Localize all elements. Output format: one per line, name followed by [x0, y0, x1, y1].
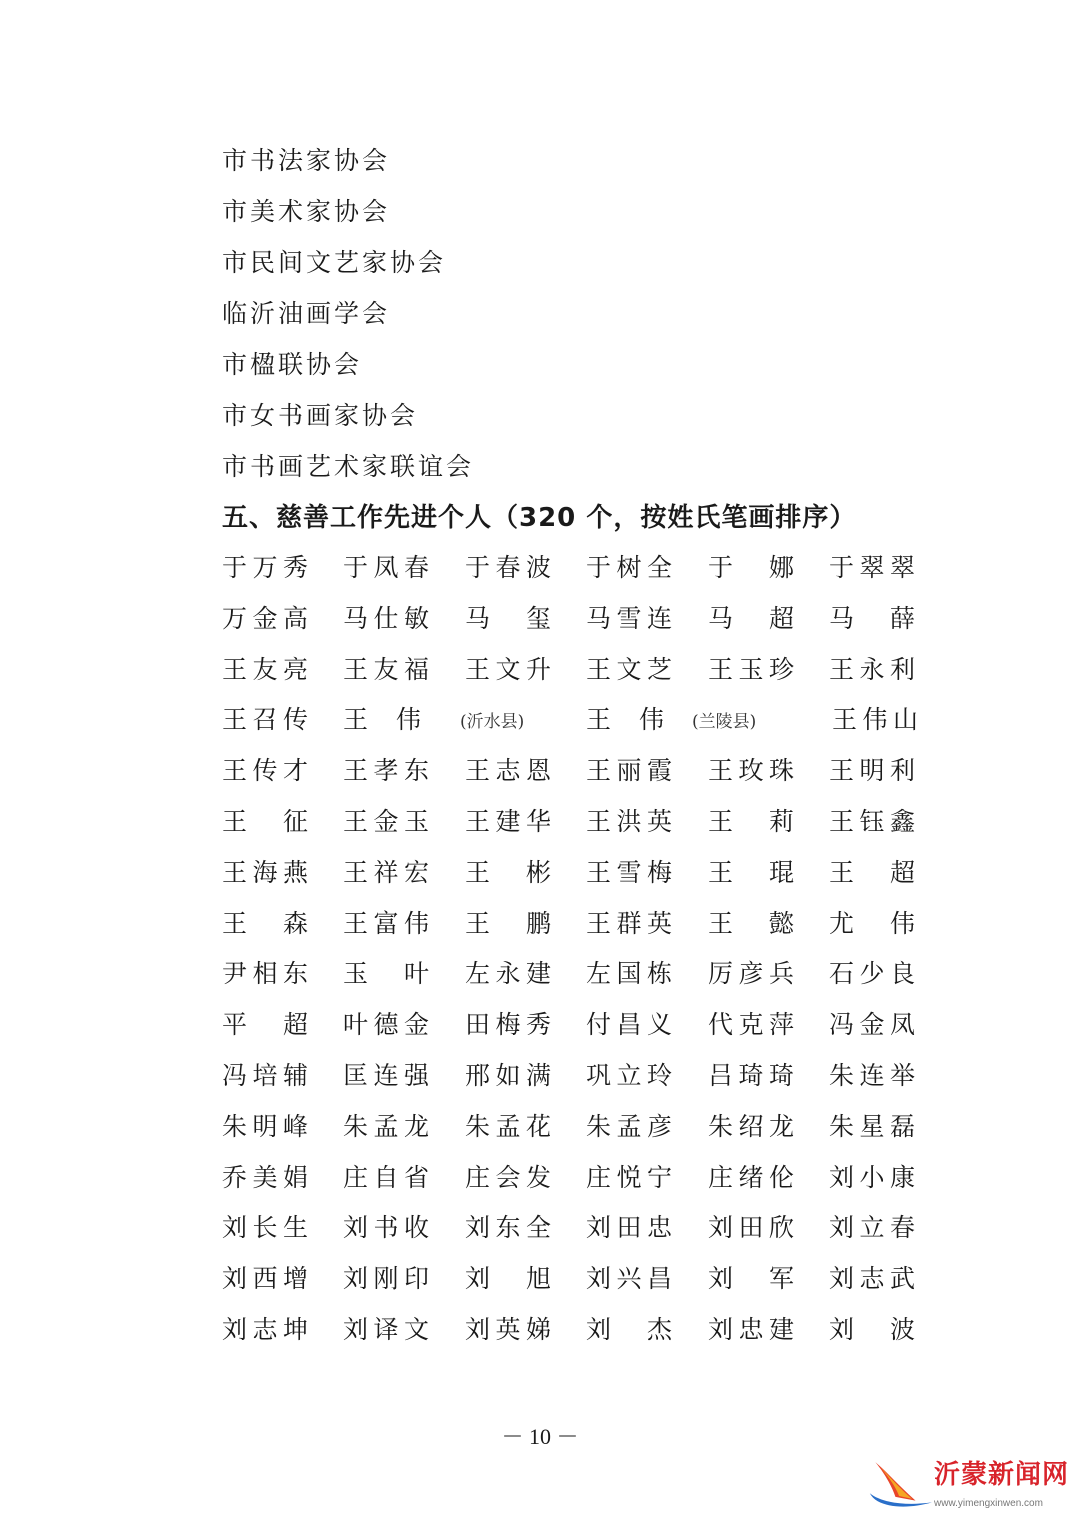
honoree-name: 吕琦琦 — [708, 1061, 794, 1090]
honoree-name: 王钰鑫 — [829, 807, 915, 836]
honoree-name: 王友亮 — [222, 654, 308, 684]
page-number: － 10 － — [501, 1424, 579, 1449]
honoree-name: 王伟 — [586, 705, 664, 735]
honoree-name: 王莉 — [708, 807, 794, 836]
honoree-name: 朱孟龙 — [343, 1111, 429, 1141]
honoree-name: 刘小康 — [829, 1162, 915, 1192]
honoree-name: 左国栋 — [586, 959, 672, 989]
honoree-name: 刘田欣 — [708, 1213, 794, 1243]
organization-item: 临沂油画学会 — [222, 299, 391, 328]
watermark-url: www.yimengxinwen.com — [934, 1498, 1043, 1509]
honoree-name: 玉叶 — [343, 959, 429, 989]
honoree-name: 刘志坤 — [222, 1315, 308, 1344]
honoree-name: 冯培辅 — [222, 1061, 308, 1090]
honoree-name: 王玉珍 — [708, 654, 794, 684]
honoree-name: 刘军 — [708, 1264, 794, 1294]
honoree-name: 刘旭 — [465, 1264, 551, 1294]
honoree-name: 王传才 — [222, 756, 308, 786]
honoree-name: 王召传 — [222, 705, 308, 735]
honoree-name: 王懿 — [708, 908, 794, 938]
honoree-name: 刘东全 — [465, 1213, 551, 1243]
county-note: (沂水县) — [460, 712, 525, 733]
honoree-name: 马仕敏 — [343, 603, 429, 633]
honoree-name: 王友福 — [343, 654, 429, 684]
honoree-name: 左永建 — [465, 959, 551, 989]
honoree-name: 代克萍 — [708, 1010, 794, 1040]
honoree-name: 王明利 — [829, 756, 915, 786]
honoree-name: 万金高 — [222, 603, 308, 633]
watermark-logo — [868, 1456, 1078, 1522]
honoree-name: 刘英娣 — [465, 1315, 551, 1344]
honoree-name: 刘译文 — [343, 1315, 429, 1344]
honoree-name: 匡连强 — [343, 1061, 429, 1090]
honoree-name: 于春波 — [465, 553, 551, 582]
honoree-name: 王文升 — [465, 654, 551, 684]
county-note: (兰陵县) — [692, 712, 757, 733]
honoree-name: 王金玉 — [343, 807, 429, 836]
honoree-name: 刘杰 — [586, 1315, 672, 1344]
honoree-name: 王彬 — [465, 857, 551, 887]
honoree-name: 庄绪伦 — [708, 1162, 794, 1192]
honoree-name: 王伟 — [343, 705, 421, 735]
honoree-name: 马超 — [708, 603, 794, 633]
honoree-name: 王琨 — [708, 857, 794, 887]
honoree-name: 刘书收 — [343, 1213, 429, 1243]
organization-item: 市书法家协会 — [222, 146, 391, 175]
honoree-name: 厉彦兵 — [708, 959, 794, 989]
honoree-name: 庄悦宁 — [586, 1162, 672, 1192]
honoree-name: 巩立玲 — [586, 1061, 672, 1090]
honoree-name: 王鹏 — [465, 908, 551, 938]
honoree-name: 邢如满 — [465, 1061, 551, 1090]
honoree-name: 王森 — [222, 908, 308, 938]
honoree-name: 叶德金 — [343, 1010, 429, 1040]
honoree-name: 王海燕 — [222, 857, 308, 887]
honoree-name: 刘志武 — [829, 1264, 915, 1294]
honoree-name: 刘长生 — [222, 1213, 308, 1243]
honoree-name: 冯金凤 — [829, 1010, 915, 1040]
honoree-name: 王征 — [222, 807, 308, 836]
honoree-name: 朱孟花 — [465, 1111, 551, 1141]
honoree-name: 石少良 — [829, 959, 915, 989]
honoree-name: 于树全 — [586, 553, 672, 582]
honoree-name: 朱连举 — [829, 1061, 915, 1090]
honoree-name: 王雪梅 — [586, 857, 672, 887]
honoree-name: 朱明峰 — [222, 1111, 308, 1141]
honoree-name: 于万秀 — [222, 553, 308, 582]
honoree-name: 王超 — [829, 857, 915, 887]
honoree-name: 于翠翠 — [829, 553, 915, 582]
honoree-name: 王志恩 — [465, 756, 551, 786]
honoree-name: 王文芝 — [586, 654, 672, 684]
honoree-name: 马薛 — [829, 603, 915, 633]
honoree-name: 王孝东 — [343, 756, 429, 786]
watermark-name: 沂蒙新闻网 — [934, 1460, 1070, 1490]
honoree-name: 庄会发 — [465, 1162, 551, 1192]
honoree-name: 刘波 — [829, 1315, 915, 1344]
sail-logo-icon — [868, 1458, 932, 1513]
honoree-name: 王群英 — [586, 908, 672, 938]
honoree-name: 王永利 — [829, 654, 915, 684]
honoree-name: 庄自省 — [343, 1162, 429, 1192]
honoree-name: 王伟山 — [832, 705, 918, 735]
honoree-name: 马雪连 — [586, 603, 672, 633]
organization-item: 市楹联协会 — [222, 350, 363, 379]
organization-item: 市美术家协会 — [222, 197, 391, 226]
honoree-name: 乔美娟 — [222, 1162, 308, 1192]
honoree-name: 田梅秀 — [465, 1010, 551, 1040]
honoree-name: 朱星磊 — [829, 1111, 915, 1141]
honoree-name: 于娜 — [708, 553, 794, 582]
honoree-name: 王丽霞 — [586, 756, 672, 786]
honoree-name: 王玫珠 — [708, 756, 794, 786]
honoree-name: 朱绍龙 — [708, 1111, 794, 1141]
honoree-name: 于凤春 — [343, 553, 429, 582]
honoree-name: 王祥宏 — [343, 857, 429, 887]
organization-item: 市女书画家协会 — [222, 401, 419, 430]
honoree-name: 付昌义 — [586, 1010, 672, 1040]
honoree-name: 朱孟彦 — [586, 1111, 672, 1141]
honoree-name: 刘西增 — [222, 1264, 308, 1294]
honoree-name: 刘兴昌 — [586, 1264, 672, 1294]
honoree-name: 王富伟 — [343, 908, 429, 938]
honoree-name: 王建华 — [465, 807, 551, 836]
honoree-name: 平超 — [222, 1010, 308, 1040]
honoree-name: 尤伟 — [829, 908, 915, 938]
organization-item: 市书画艺术家联谊会 — [222, 452, 475, 481]
organization-item: 市民间文艺家协会 — [222, 248, 447, 277]
section-heading: 五、慈善工作先进个人（320 个，按姓氏笔画排序） — [222, 503, 857, 533]
honoree-name: 王洪英 — [586, 807, 672, 836]
honoree-name: 刘刚印 — [343, 1264, 429, 1294]
honoree-name: 刘田忠 — [586, 1213, 672, 1243]
honoree-name: 马玺 — [465, 603, 551, 633]
honoree-name: 尹相东 — [222, 959, 308, 989]
honoree-name: 刘忠建 — [708, 1315, 794, 1344]
honoree-name: 刘立春 — [829, 1213, 915, 1243]
